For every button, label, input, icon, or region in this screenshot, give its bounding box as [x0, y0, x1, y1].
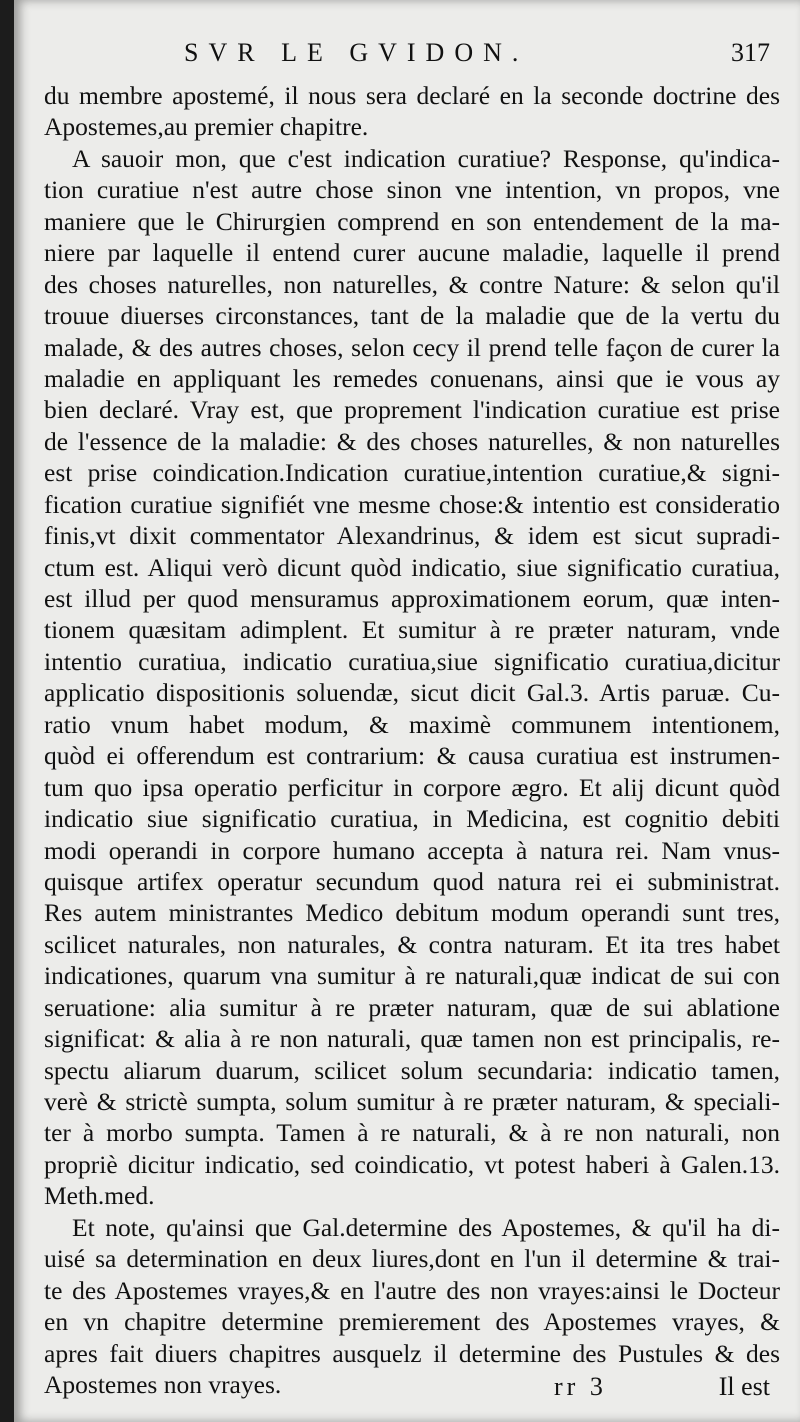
text-line: du membre apostemé, il nous sera declaré en la seconde doctrine des — [44, 81, 780, 110]
text-line: te des Apostemes vrayes,& en l'autre des non vrayes:ainsi le Docteur — [44, 1275, 780, 1305]
text-line: finis,vt dixit commentator Alexandrinus, & idem est sicut supradi- — [44, 521, 780, 551]
text-line: ratio vnum habet modum, & maximè communem intentionem, — [44, 709, 780, 739]
text-line: ter à morbo sumpta. Tamen à re naturali, & à re non naturali, non — [44, 1118, 780, 1148]
text-line: modi operandi in corpore humano accepta à natura rei. Nam vnus- — [44, 835, 780, 865]
text-line: en vn chapitre determine premierement des Apostemes vrayes, & — [44, 1307, 780, 1337]
text-line: Meth.med. — [44, 1181, 155, 1211]
text-line: scilicet naturales, non naturales, & contra naturam. Et ita tres habet — [44, 929, 780, 959]
text-line: maniere que le Chirurgien comprend en son entendement de la ma- — [44, 206, 780, 236]
text-line: fication curatiue signifiét vne mesme chose:& intentio est consideratio — [44, 489, 780, 519]
text-line: intentio curatiua, indicatio curatiua,siue significatio curatiua,dicitur — [44, 646, 780, 676]
text-line: verè & strictè sumpta, solum sumitur à re præter naturam, & speciali- — [44, 1087, 780, 1116]
catchword: Il est — [718, 1372, 770, 1401]
text-line: spectu aliarum duarum, scilicet solum secundaria: indicatio tamen, — [44, 1055, 780, 1085]
text-line: tionem quæsitam adimplent. Et sumitur à re præter naturam, vnde — [44, 615, 780, 645]
text-line: trouue diuerses circonstances, tant de la maladie que de la vertu du — [44, 301, 780, 331]
body-text — [44, 80, 780, 1400]
text-line: niere par laquelle il entend curer aucune maladie, laquelle il prend — [44, 238, 780, 268]
text-line: Res autem ministrantes Medico debitum modum operandi sunt tres, — [44, 898, 780, 928]
text-line: Et note, qu'ainsi que Gal.determine des Apostemes, & qu'il ha di- — [72, 1212, 780, 1242]
text-line: Apostemes non vrayes. — [44, 1369, 282, 1399]
text-line: A sauoir mon, que c'est indication curatiue? Response, qu'indica- — [72, 143, 780, 173]
text-line: tion curatiue n'est autre chose sinon vne intention, vn propos, vne — [44, 175, 780, 205]
text-line: bien declaré. Vray est, que proprement l'indication curatiue est prise — [44, 395, 780, 425]
page-number: 317 — [731, 38, 770, 67]
text-line: significat: & alia à re non naturali, quæ tamen non est principalis, re- — [44, 1024, 780, 1054]
text-line: malade, & des autres choses, selon cecy il prend telle façon de curer la — [44, 332, 780, 362]
book-page — [14, 0, 800, 1422]
text-line: uisé sa determination en deux liures,dont en l'un il determine & trai- — [44, 1244, 780, 1274]
text-line: de l'essence de la maladie: & des choses naturelles, & non naturelles — [44, 426, 780, 456]
text-line: seruatione: alia sumitur à re præter naturam, quæ de sui ablatione — [44, 992, 780, 1022]
text-line: apres fait diuers chapitres ausquelz il determine des Pustules & des — [44, 1338, 780, 1368]
text-line: maladie en appliquant les remedes conuenans, ainsi que ie vous ay — [44, 363, 780, 393]
running-title: SVR LE GVIDON. — [184, 38, 529, 67]
text-line: ctum est. Aliqui verò dicunt quòd indicatio, siue significatio curatiua, — [44, 552, 780, 582]
text-line: indicatio siue significatio curatiua, in Medicina, est cognitio debiti — [44, 804, 780, 834]
text-line: des choses naturelles, non naturelles, & contre Nature: & selon qu'il — [44, 269, 780, 299]
text-line: Apostemes,au premier chapitre. — [44, 112, 369, 142]
page-header — [184, 38, 770, 78]
signature-mark: rr 3 — [554, 1372, 607, 1401]
text-line: tum quo ipsa operatio perficitur in corpore ægro. Et alij dicunt quòd — [44, 772, 780, 802]
page-footer — [554, 1372, 770, 1412]
text-line: est illud per quod mensuramus approximationem eorum, quæ inten- — [44, 584, 780, 613]
text-line: quòd ei offerendum est contrarium: & causa curatiua est instrumen- — [44, 741, 780, 771]
text-line: propriè dicitur indicatio, sed coindicatio, vt potest haberi à Galen.13. — [44, 1149, 780, 1179]
text-line: quisque artifex operatur secundum quod natura rei ei subministrat. — [44, 866, 780, 896]
text-line: applicatio dispositionis soluendæ, sicut dicit Gal.3. Artis paruæ. Cu- — [44, 678, 780, 708]
text-line: est prise coindication.Indication curatiue,intention curatiue,& signi- — [44, 458, 780, 488]
text-line: indicationes, quarum vna sumitur à re naturali,quæ indicat de sui con — [44, 961, 780, 991]
